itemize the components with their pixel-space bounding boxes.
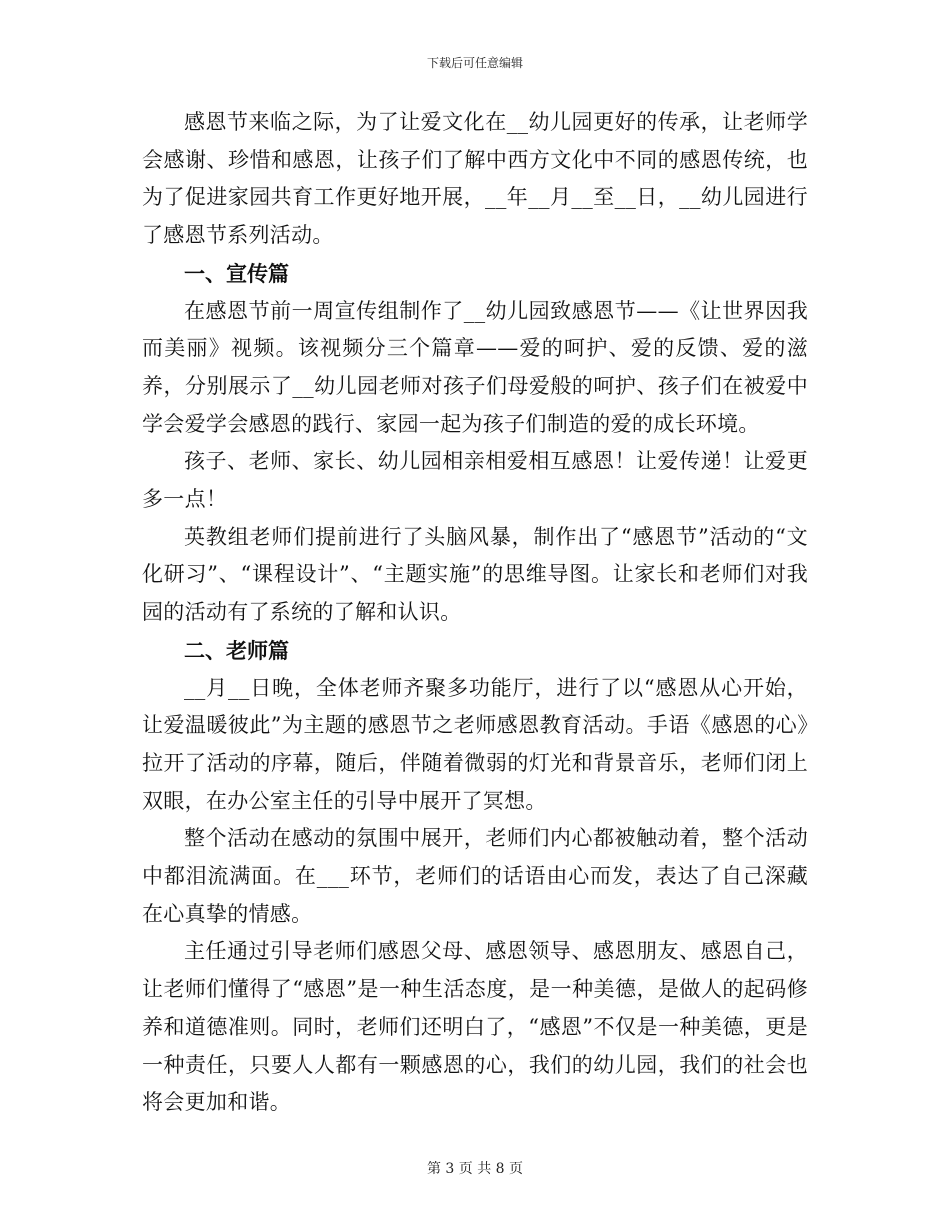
page-header-note: 下载后可任意编辑 [426,56,523,70]
paragraph-intro: 感恩节来临之际，为了让爱文化在__幼儿园更好的传承，让老师学会感谢、珍惜和感恩，让孩子们了解中西方文化中不同的感恩传统，也为了促进家园共育工作更好地开展，__年__月__至__日，__幼儿园进行了感恩节系列活动。 [142,110,808,248]
paragraph-gratitude: 主任通过引导老师们感恩父母、感恩领导、感恩朋友、感恩自己，让老师们懂得了“感恩”是一种生活态度，是一种美德，是做人的起码修养和道德准则。同时，老师们还明白了，“感恩”不仅是一种美德，更是一种责任，只要人人都有一颗感恩的心，我们的幼儿园，我们的社会也将会更加和谐。 [142,939,808,1115]
paragraph-atmosphere: 整个活动在感动的氛围中展开，老师们内心都被触动着，整个活动中都泪流满面。在___环节，老师们的话语由心而发，表达了自己深藏在心真挚的情感。 [142,826,808,926]
page-number-footer: 第 3 页 共 8 页 [426,1161,524,1177]
section-heading-teachers: 二、老师篇 [184,637,289,663]
section-heading-publicity: 一、宣传篇 [184,260,289,286]
paragraph-evening-activity: __月__日晚，全体老师齐聚多功能厅，进行了以“感恩从心开始，让爱温暖彼此”为主题的感恩节之老师感恩教育活动。手语《感恩的心》拉开了活动的序幕，随后，伴随着微弱的灯光和背景音乐，老师们闭上双眼，在办公室主任的引导中展开了冥想。 [142,675,808,813]
paragraph-video: 在感恩节前一周宣传组制作了__幼儿园致感恩节——《让世界因我而美丽》视频。该视频分三个篇章——爱的呵护、爱的反馈、爱的滋养，分别展示了__幼儿园老师对孩子们母爱般的呵护、孩子们在被爱中学会爱学会感恩的践行、家园一起为孩子们制造的爱的成长环境。 [142,298,808,436]
paragraph-slogan: 孩子、老师、家长、幼儿园相亲相爱相互感恩！让爱传递！让爱更多一点！ [142,449,808,512]
document-body [142,104,808,1122]
paragraph-mindmap: 英教组老师们提前进行了头脑风暴，制作出了“感恩节”活动的“文化研习”、“课程设计”、“主题实施”的思维导图。让家长和老师们对我园的活动有了系统的了解和认识。 [142,524,808,625]
